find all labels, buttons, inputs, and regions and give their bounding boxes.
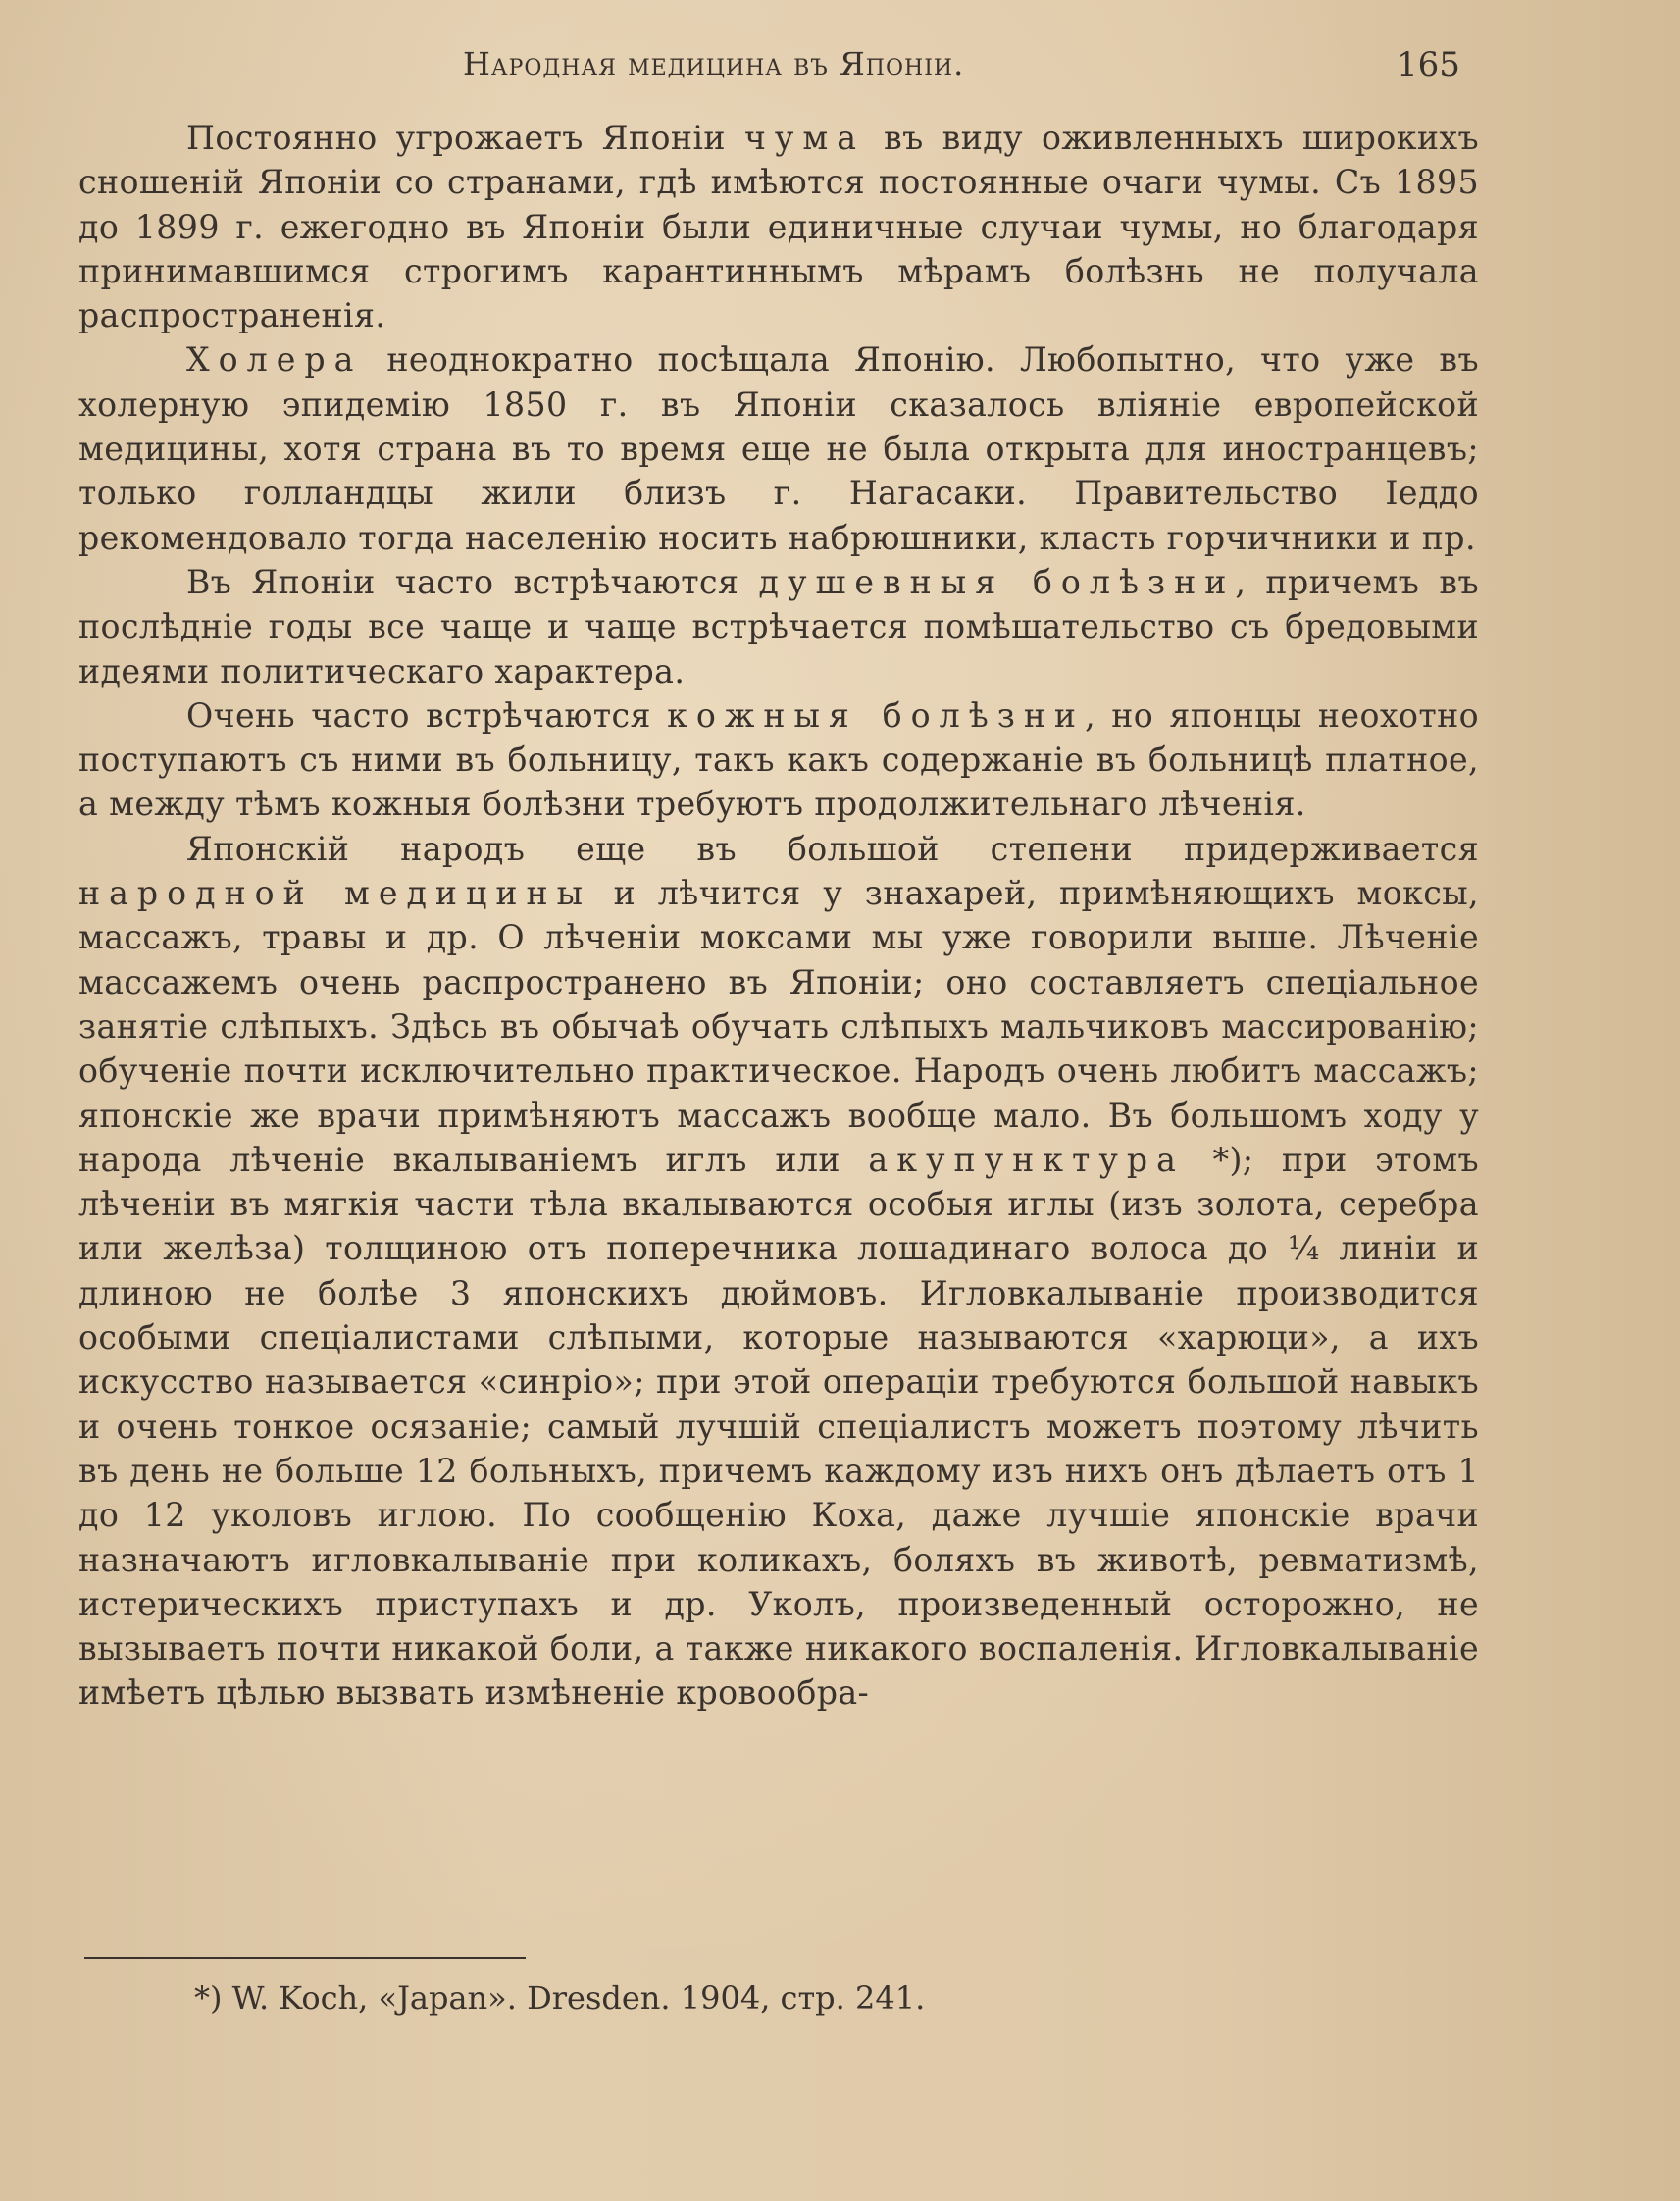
spaced-term: народной медицины bbox=[78, 874, 592, 913]
spaced-term: акупунктура bbox=[868, 1140, 1185, 1179]
paragraph-text: Японскій народъ еще въ большой степени придерживается bbox=[186, 829, 1479, 868]
footnote: *) W. Koch, «Japan». Dresden. 1904, стр. 241. bbox=[194, 1979, 926, 2017]
paragraph-text: Очень часто встрѣчаются bbox=[186, 695, 668, 735]
paragraph-text: , но японцы неохотно поступаютъ съ ними въ больницу, такъ какъ содержаніе въ больницѣ платное, а между тѣмъ кожныя болѣзни требуютъ продолжительнаго лѣченія. bbox=[78, 695, 1480, 824]
spaced-term: чума bbox=[743, 119, 866, 157]
paragraph-text: Въ Японіи часто встрѣчаются bbox=[186, 562, 759, 601]
spaced-term: кожныя болѣзни bbox=[667, 695, 1086, 735]
page-header bbox=[0, 45, 1680, 84]
body-text bbox=[78, 116, 1479, 1715]
paragraph-text: неоднократно посѣщала Японію. Любопытно, что уже въ холерную эпидемію 1850 г. въ Японіи сказалось вліяніе европейской медицины, хотя страна въ то время еще не была открыта для иностранцевъ; только голландцы жили близъ г. Нагасаки. Правительство Іеддо рекомендовало тогда населенію носить набрюшники, класть горчичники и пр. bbox=[78, 340, 1479, 557]
paragraph-cholera bbox=[78, 337, 1479, 559]
paragraph-mental-illness bbox=[78, 560, 1479, 693]
spaced-term: душевныя болѣзни bbox=[758, 562, 1236, 601]
paragraph-text: и лѣчится у знахарей, примѣняющихъ моксы, массажъ, травы и др. О лѣченіи моксами мы уже говорили выше. Лѣченіе массажемъ очень распространено въ Японіи; оно составляетъ спеціальное занятіе слѣпыхъ. Здѣсь въ обычаѣ обучать слѣпыхъ мальчиковъ массированію; обученіе почти исключительно практическое. Народъ очень любитъ массажъ; японскіе же врачи примѣняютъ массажъ вообще мало. Въ большомъ ходу у народа лѣченіе вкалываніемъ иглъ или bbox=[78, 874, 1480, 1179]
paragraph-plague bbox=[78, 116, 1479, 337]
paragraph-text: Постоянно угрожаетъ Японіи bbox=[186, 119, 744, 157]
paragraph-text: , причемъ въ послѣдніе годы все чаще и чаще встрѣчается помѣшательство съ бредовыми идеями политическаго характера. bbox=[78, 562, 1479, 691]
paragraph-skin-diseases bbox=[78, 693, 1479, 827]
spaced-term: Холера bbox=[186, 340, 363, 380]
paragraph-text: *); при этомъ лѣченіи въ мягкія части тѣла вкалываются особыя иглы (изъ золота, серебра или желѣза) толщиною отъ поперечника лошадинаго волоса до ¼ линіи и длиною не болѣе 3 японскихъ дюймовъ. Игловкалываніе производится особыми спеціалистами слѣпыми, которые называются «харюци», а ихъ искусство называется «синріо»; при этой операціи требуются большой навыкъ и очень тонкое осязаніе; самый лучшій спеціалистъ можетъ поэтому лѣчить въ день не больше 12 больныхъ, причемъ каждому изъ нихъ онъ дѣлаетъ отъ 1 до 12 уколовъ иглою. По сообщенію Коха, даже лучшіе японскіе врачи назначаютъ игловкалываніе при коликахъ, боляхъ въ животѣ, ревматизмѣ, истерическихъ приступахъ и др. Уколъ, произведенный осторожно, не вызываетъ почти никакой боли, а также никакого воспаленія. Игловкалываніе имѣетъ цѣлью вызвать измѣненіе кровообра- bbox=[78, 1140, 1479, 1713]
footnote-divider bbox=[84, 1957, 526, 1959]
paragraph-text: въ виду оживленныхъ широкихъ сношеній Японіи со странами, гдѣ имѣются постоянные очаги чумы. Съ 1895 до 1899 г. ежегодно въ Японіи были единичные случаи чумы, но благодаря принимавшимся строгимъ карантиннымъ мѣрамъ болѣзнь не получала распространенія. bbox=[78, 119, 1479, 335]
running-title: Народная медицина въ Японіи. bbox=[463, 45, 965, 82]
page-number: 165 bbox=[1397, 45, 1460, 84]
paragraph-folk-medicine bbox=[78, 827, 1479, 1715]
